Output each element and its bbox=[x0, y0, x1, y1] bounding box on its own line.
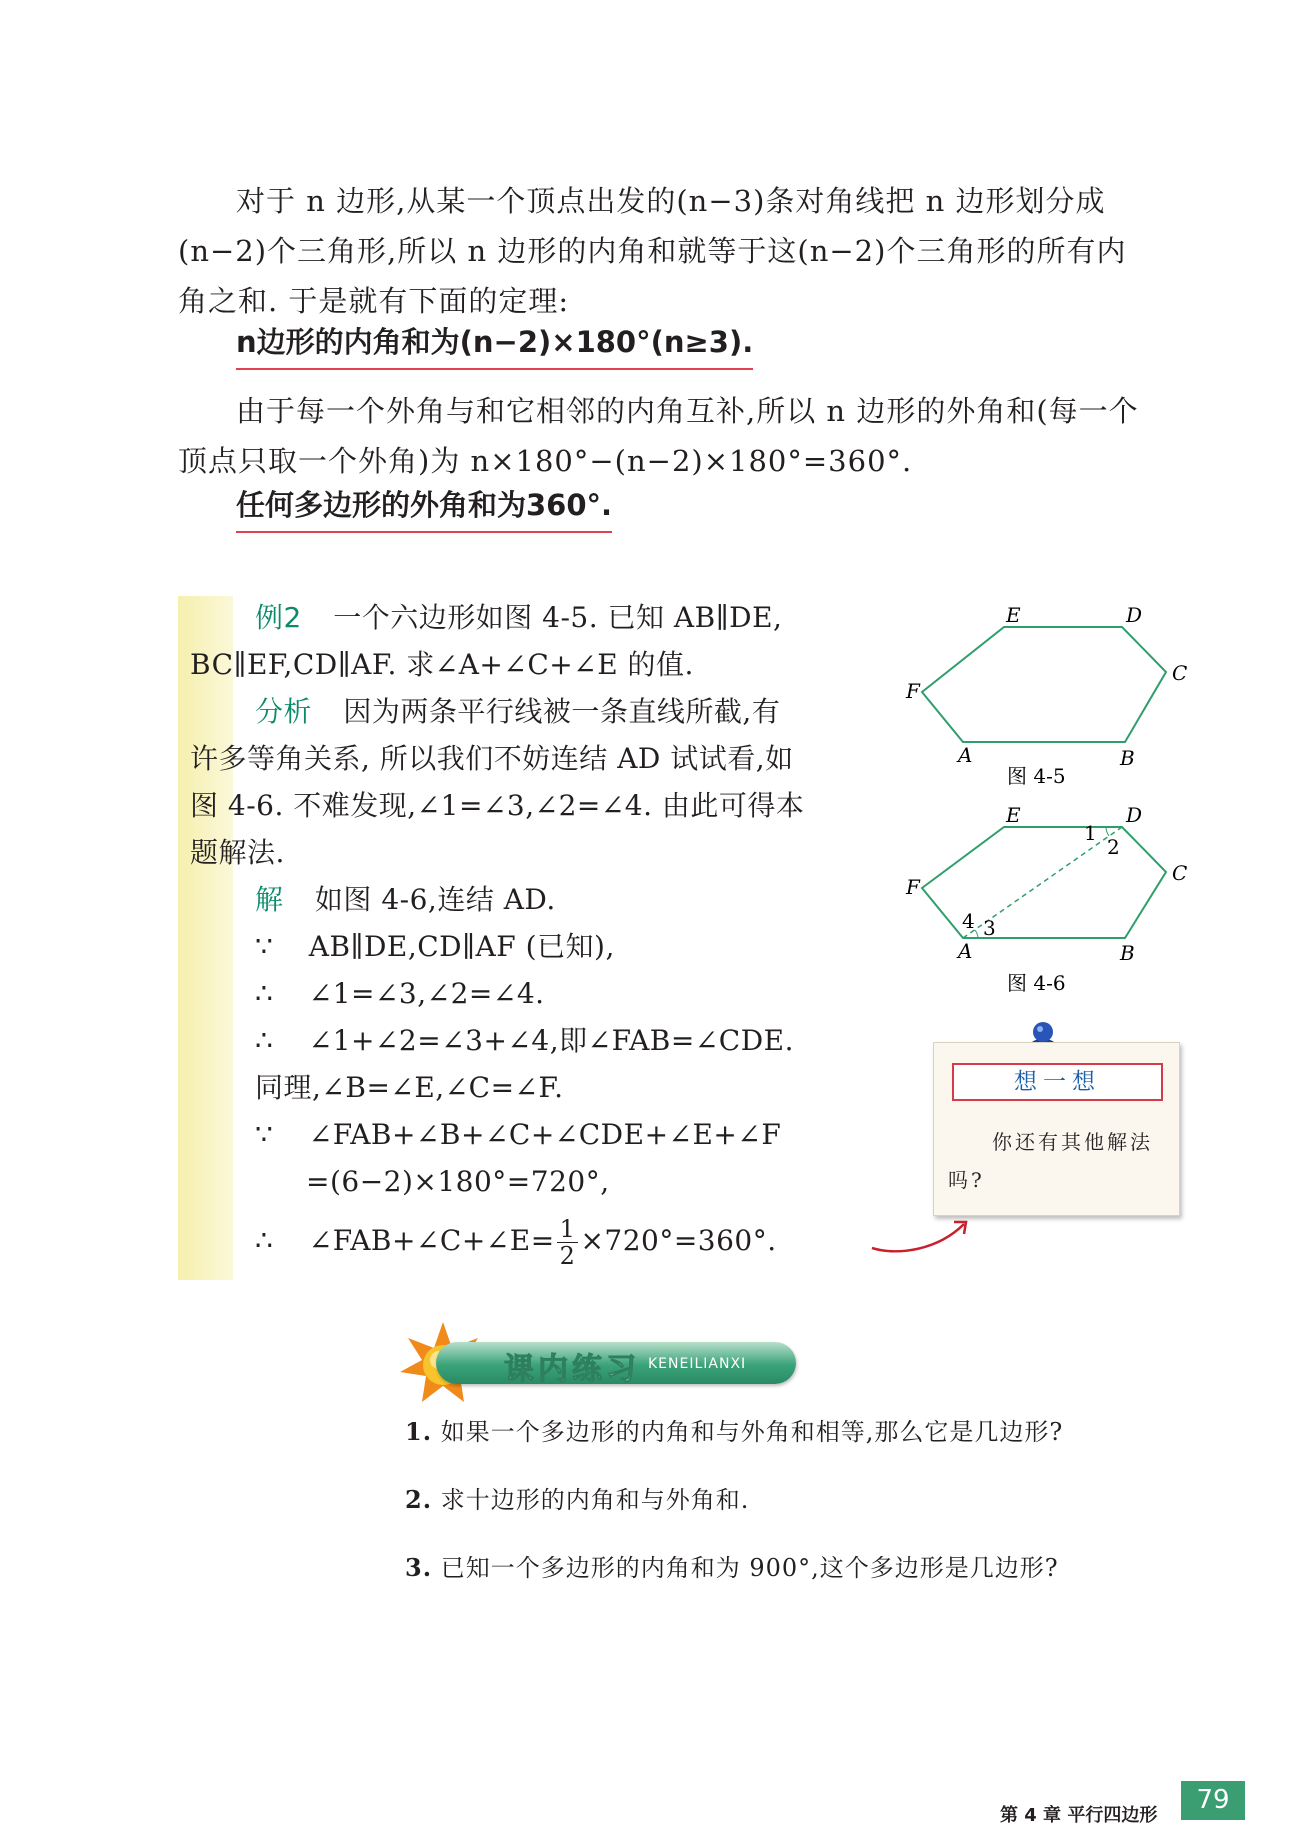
intro-line-2: (n−2)个三角形,所以 n 边形的内角和就等于这(n−2)个三角形的所有内 bbox=[178, 234, 1127, 268]
vertex-label-a: A bbox=[958, 939, 973, 963]
exercise-item bbox=[405, 1550, 1059, 1586]
hexagon-shape bbox=[922, 627, 1166, 742]
exercise-item bbox=[405, 1482, 749, 1518]
exterior-paragraph bbox=[178, 386, 1178, 486]
fraction-numerator: 1 bbox=[557, 1216, 579, 1243]
think-note-card bbox=[933, 1042, 1180, 1216]
exterior-line-2: 顶点只取一个外角)为 n×180°−(n−2)×180°=360°. bbox=[178, 444, 913, 478]
analysis-line-3: 图 4-6. 不难发现,∠1=∠3,∠2=∠4. 由此可得本 bbox=[190, 789, 805, 822]
exercise-text: 已知一个多边形的内角和为 900°,这个多边形是几边形? bbox=[440, 1554, 1059, 1582]
figure-caption-4-5: 图 4-5 bbox=[1007, 764, 1066, 788]
solution-line-1: 如图 4-6,连结 AD. bbox=[314, 883, 556, 916]
exercise-number: 3. bbox=[405, 1553, 433, 1582]
exterior-line-1: 由于每一个外角与和它相邻的内角互补,所以 n 边形的外角和(每一个 bbox=[236, 394, 1139, 428]
fraction-one-half bbox=[557, 1216, 579, 1269]
analysis-label: 分析 bbox=[255, 695, 313, 728]
exercise-banner-title: 课内练习 bbox=[504, 1352, 640, 1387]
vertex-label-c: C bbox=[1172, 661, 1188, 685]
because-symbol: ∵ bbox=[255, 1118, 274, 1151]
analysis-line-1: 因为两条平行线被一条直线所截,有 bbox=[343, 695, 781, 728]
vertex-label-a: A bbox=[958, 743, 973, 767]
solution-line-4: ∠1+∠2=∠3+∠4,即∠FAB=∠CDE. bbox=[308, 1024, 795, 1057]
fraction-denominator: 2 bbox=[559, 1242, 576, 1270]
theorem-interior-angle-sum: n边形的内角和为(n−2)×180°(n≥3). bbox=[236, 320, 753, 370]
example-line-2: BC∥EF,CD∥AF. 求∠A+∠C+∠E 的值. bbox=[190, 648, 694, 681]
exercise-text: 求十边形的内角和与外角和. bbox=[440, 1486, 750, 1514]
example-line-1: 一个六边形如图 4-5. 已知 AB∥DE, bbox=[333, 601, 783, 634]
vertex-label-e: E bbox=[1006, 803, 1021, 827]
exercise-text: 如果一个多边形的内角和与外角和相等,那么它是几边形? bbox=[440, 1418, 1064, 1446]
angle-label-3: 3 bbox=[983, 916, 996, 940]
solution-label: 解 bbox=[255, 883, 284, 916]
angle-label-4: 4 bbox=[962, 909, 975, 933]
solution-line-8-left: ∠FAB+∠C+∠E= bbox=[308, 1224, 555, 1257]
think-note-body bbox=[948, 1123, 1168, 1199]
therefore-symbol: ∴ bbox=[255, 1224, 274, 1257]
figure-caption-4-6: 图 4-6 bbox=[1007, 971, 1066, 995]
figure-4-5 bbox=[900, 600, 1190, 800]
footer-chapter-title: 第 4 章 平行四边形 bbox=[1000, 1805, 1158, 1826]
exercise-banner-subtitle: KENEILIANXI bbox=[648, 1356, 747, 1372]
think-note-title: 想一想 bbox=[952, 1063, 1163, 1101]
angle-arc-a bbox=[975, 930, 978, 938]
example-side-bar bbox=[178, 596, 233, 1280]
because-symbol: ∵ bbox=[255, 930, 274, 963]
intro-line-3: 角之和. 于是就有下面的定理: bbox=[178, 284, 570, 318]
solution-line-3: ∠1=∠3,∠2=∠4. bbox=[308, 977, 545, 1010]
vertex-label-f: F bbox=[906, 875, 920, 899]
therefore-symbol: ∴ bbox=[255, 1024, 274, 1057]
solution-line-2: AB∥DE,CD∥AF (已知), bbox=[308, 930, 615, 963]
figure-4-6 bbox=[900, 800, 1190, 1000]
vertex-label-e: E bbox=[1006, 603, 1021, 627]
solution-line-5: 同理,∠B=∠E,∠C=∠F. bbox=[255, 1071, 564, 1104]
analysis-line-2: 许多等角关系, 所以我们不妨连结 AD 试试看,如 bbox=[190, 742, 794, 775]
intro-paragraph bbox=[178, 176, 1178, 326]
vertex-label-d: D bbox=[1126, 803, 1143, 827]
vertex-label-f: F bbox=[906, 679, 920, 703]
angle-label-2: 2 bbox=[1107, 835, 1120, 859]
angle-label-1: 1 bbox=[1084, 821, 1097, 845]
therefore-symbol: ∴ bbox=[255, 977, 274, 1010]
exercise-item bbox=[405, 1414, 1063, 1450]
solution-line-8-right: ×720°=360°. bbox=[580, 1224, 777, 1257]
solution-line-6: ∠FAB+∠B+∠C+∠CDE+∠E+∠F bbox=[308, 1118, 782, 1151]
vertex-label-b: B bbox=[1120, 941, 1135, 965]
exercise-banner bbox=[436, 1342, 796, 1387]
vertex-label-c: C bbox=[1172, 861, 1188, 885]
think-note-line-1: 你还有其他解法 bbox=[992, 1130, 1153, 1154]
theorem-exterior-angle-sum: 任何多边形的外角和为360°. bbox=[236, 483, 612, 533]
analysis-line-4: 题解法. bbox=[190, 836, 285, 869]
page-number: 79 bbox=[1181, 1781, 1245, 1820]
exercise-number: 1. bbox=[405, 1417, 433, 1446]
vertex-label-d: D bbox=[1126, 603, 1143, 627]
vertex-label-b: B bbox=[1120, 746, 1135, 770]
exercise-number: 2. bbox=[405, 1485, 433, 1514]
solution-line-7: =(6−2)×180°=720°, bbox=[306, 1165, 610, 1198]
note-arrow-icon bbox=[868, 1210, 978, 1260]
hexagon-shape bbox=[922, 827, 1166, 938]
intro-line-1: 对于 n 边形,从某一个顶点出发的(n−3)条对角线把 n 边形划分成 bbox=[236, 184, 1106, 218]
think-note-line-2: 吗? bbox=[948, 1168, 985, 1192]
example-label: 例2 bbox=[255, 601, 302, 634]
